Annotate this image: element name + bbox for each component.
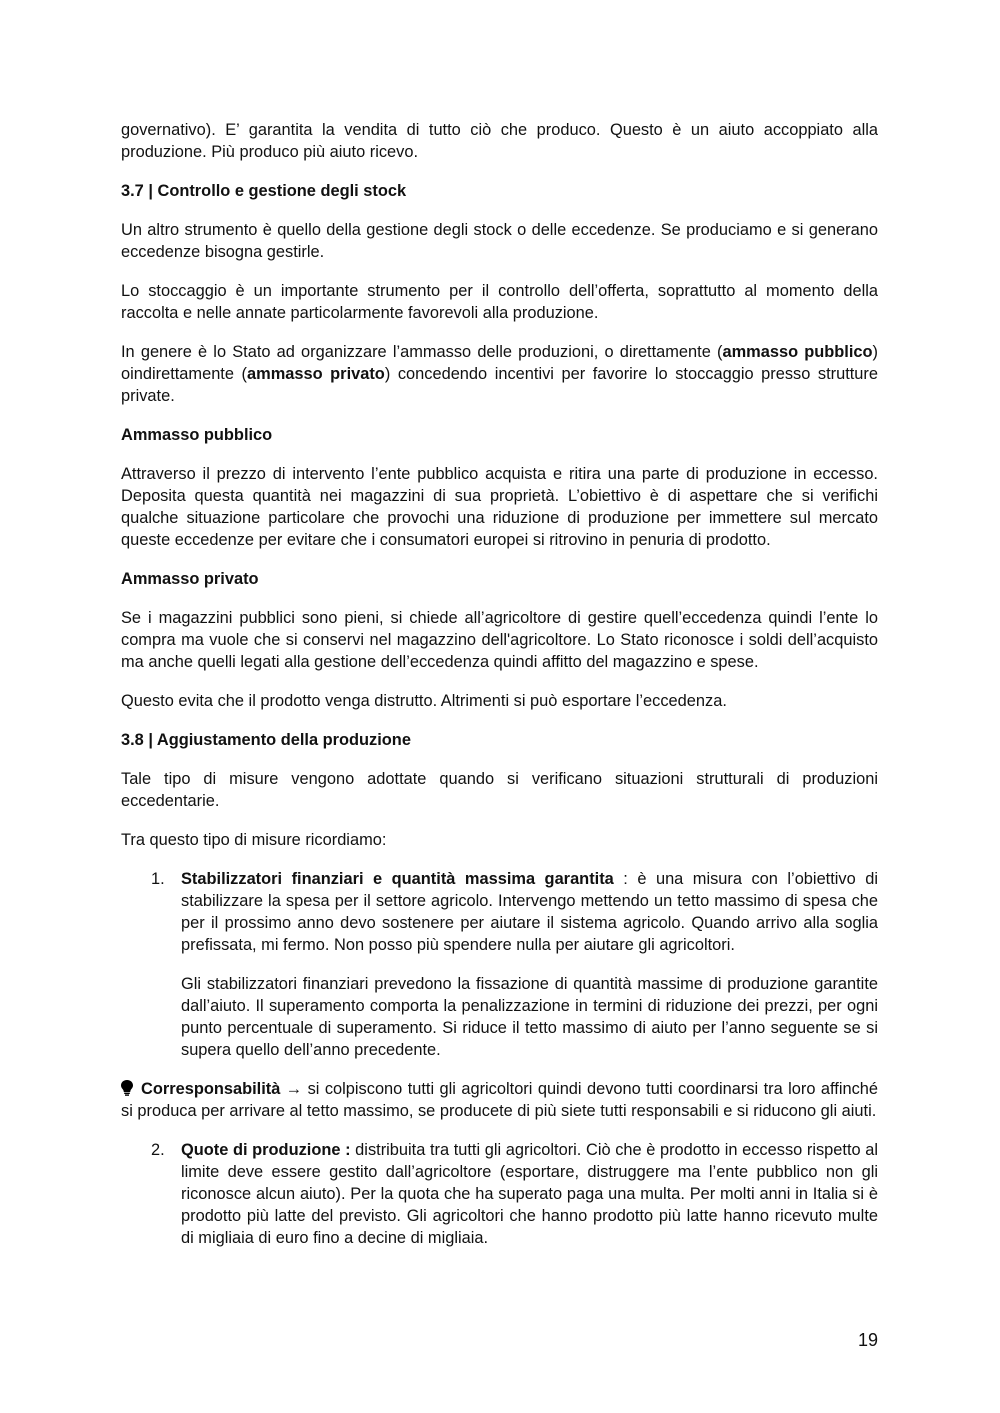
text-segment: ) concedendo incentivi per favorire lo stoccaggio presso strutture private.: [121, 365, 879, 405]
list-item-text: distribuita tra tutti gli agricoltori. Ciò che è prodotto in eccesso rispetto al limite deve essere gestito dall’agricoltore (esportare, distruggere ma l’ente pubblico non gli riconosce alcun aiuto). Per la quota che ha superato paga una multa. Per molti anni in Italia si è prodotto più latte del previsto. Gli agricoltori che hanno prodotto più latte hanno ricevuto multe di migliaia di euro fino a decine di migliaia.: [181, 1141, 878, 1247]
paragraph-ammasso-pubblico: Attraverso il prezzo di intervento l’ente pubblico acquista e ritira una parte di produzione in eccesso. Deposita questa quantità nei magazzini di sua proprietà. L’obiettivo è di aspettare che si verifichi qualche situazione particolare che provochi una riduzione di produzione per immettere sul mercato queste eccedenze per evitare che i consumatori europei si ritrovino in penuria di prodotto.: [121, 465, 878, 549]
note-text: → si colpiscono tutti gli agricoltori quindi devono tutti coordinarsi tra loro affinché si produca per arrivare al tetto massimo, se producete di più siete tutti responsabili e si riducono gli aiuti.: [121, 1080, 878, 1120]
paragraph-storage: Lo stoccaggio è un importante strumento per il controllo dell’offerta, soprattutto al momento della raccolta e nelle annate particolarmente favorevoli alla produzione.: [121, 282, 878, 322]
text-segment: In genere è lo Stato ad organizzare l’ammasso delle produzioni, o direttamente (: [121, 343, 723, 361]
bold-term: Stabilizzatori finanziari e quantità massima garantita: [181, 870, 614, 888]
paragraph-export: Questo evita che il prodotto venga distrutto. Altrimenti si può esportare l’eccedenza.: [121, 692, 727, 710]
bold-term-ammasso-privato: ammasso privato: [247, 365, 385, 383]
list-item-text: : è una misura con l’obiettivo di stabilizzare la spesa per il settore agricolo. Intervengo mettendo un tetto massimo di spesa che per il prossimo anno devo sostenere per aiutare il sistema agricolo. Quando arrivo alla soglia prefissata, mi fermo. Non posso più spendere nulla per aiutare gli agricoltori.: [181, 870, 878, 954]
bold-term-ammasso-pubblico: ammasso pubblico: [722, 343, 873, 361]
section-heading-3-8: 3.8 | Aggiustamento della produzione: [121, 731, 411, 749]
subheading-ammasso-pubblico: Ammasso pubblico: [121, 426, 273, 444]
text-segment: ) oindirettamente (: [121, 343, 878, 383]
page-content: [121, 119, 878, 1266]
lightbulb-icon: [121, 1080, 133, 1096]
list-item-stabilizzatori: [121, 868, 878, 956]
paragraph-intro: governativo). E’ garantita la vendita di tutto ciò che produco. Questo è un aiuto accoppiato alla produzione. Più produco più aiuto ricevo.: [121, 121, 878, 161]
page-number: 19: [857, 1330, 878, 1350]
list-number: 1.: [151, 870, 165, 888]
list-number: 2.: [151, 1141, 165, 1159]
paragraph-adjustment: Tale tipo di misure vengono adottate quando si verificano situazioni strutturali di produzioni eccedentarie.: [121, 770, 878, 810]
section-heading-3-7: 3.7 | Controllo e gestione degli stock: [121, 182, 407, 200]
bold-term-corresponsabilita: Corresponsabilità: [141, 1080, 281, 1098]
note-corresponsabilita: [121, 1078, 878, 1122]
list-item-quote: [121, 1139, 878, 1249]
list-item-subparagraph: Gli stabilizzatori finanziari prevedono la fissazione di quantità massime di produzione garantite dall’aiuto. Il superamento comporta la penalizzazione in termini di riduzione dei prezzi, per ogni punto percentuale di superamento. Si riduce il tetto massimo di aiuto per l’anno seguente se si supera quello dell’anno precedente.: [181, 975, 878, 1059]
paragraph-measures-intro: Tra questo tipo di misure ricordiamo:: [121, 831, 387, 849]
bold-term: Quote di produzione :: [181, 1141, 351, 1159]
paragraph-ammasso-types: [121, 341, 878, 407]
subheading-ammasso-privato: Ammasso privato: [121, 570, 259, 588]
paragraph-stock-management: Un altro strumento è quello della gestione degli stock o delle eccedenze. Se produciamo e si generano eccedenze bisogna gestirle.: [121, 221, 878, 261]
paragraph-ammasso-privato: Se i magazzini pubblici sono pieni, si chiede all’agricoltore di gestire quell’eccedenza quindi l’ente lo compra ma vuole che si conservi nel magazzino dell'agricoltore. Lo Stato riconosce i soldi dell’acquisto ma anche quelli legati alla gestione dell’eccedenza quindi affitto del magazzino e spese.: [121, 609, 878, 671]
